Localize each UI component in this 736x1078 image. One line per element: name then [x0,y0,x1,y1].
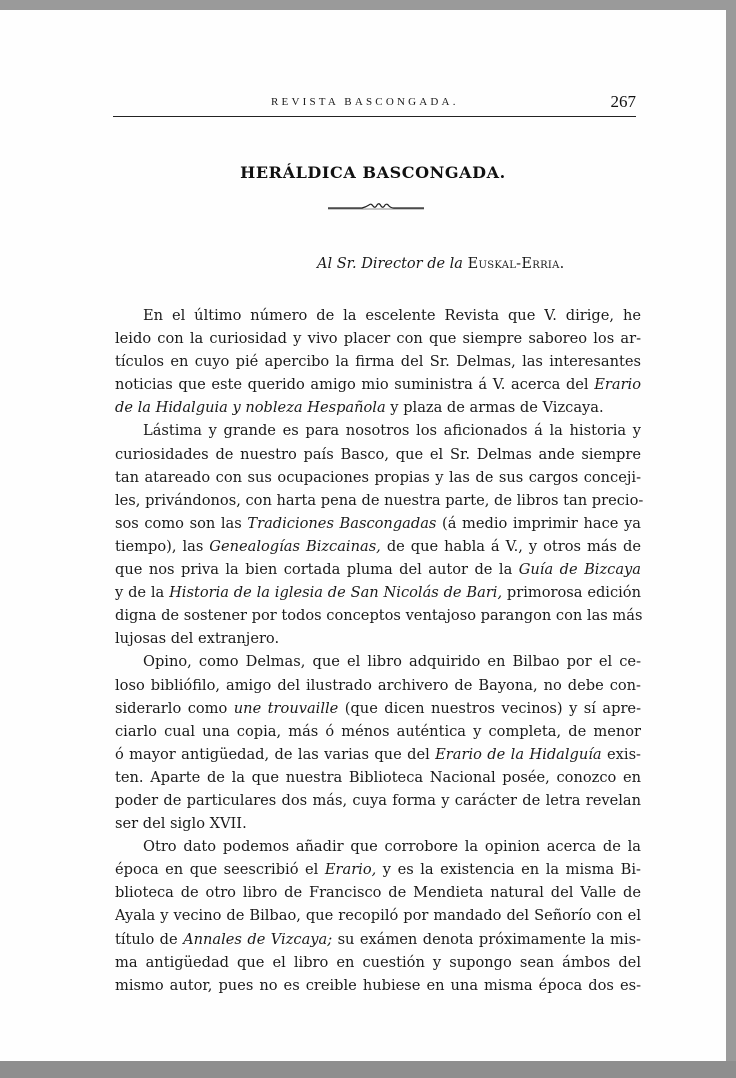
text-run: leido con la curiosidad y vivo placer con que siempre saboreo los ar- [115,330,641,348]
text-run: blioteca de otro libro de Francisco de Mendieta natural del Valle de [115,884,641,902]
text-run: época en que seescribió el [115,861,325,879]
text-run: y de la [115,584,170,602]
text-run: primorosa edición [502,584,641,602]
text-line [115,512,641,535]
text-run: (á medio imprimir hace ya [436,514,641,532]
text-line [115,951,641,974]
text-run: y plaza de armas de Vizcaya. [385,399,604,417]
article-title: HERÁLDICA BASCONGADA. [240,163,506,182]
salutation-name: Euskal-Erria. [467,256,565,272]
text-line [115,627,641,650]
text-line [115,881,641,904]
text-run: digna de sostener por todos conceptos ventajoso parangon con las más [115,607,643,625]
text-run: poder de particulares dos más, cuya forma y carácter de letra revelan [115,791,641,809]
text-run: loso bibliófilo, amigo del ilustrado archivero de Bayona, no debe con- [115,676,641,694]
text-run: ten. Aparte de la que nuestra Biblioteca Nacional posée, conozco en [115,768,641,786]
text-run: ó mayor antigüedad, de las varias que del [115,745,436,763]
text-run: exis- [601,745,641,763]
italic-text: Erario, [324,861,377,879]
text-run: título de [115,930,184,948]
text-line [115,697,641,720]
italic-text: de la Hidalguia y nobleza Hespañola [115,399,386,417]
text-run: ma antigüedad que el libro en cuestión y supongo sean ámbos del [115,953,641,971]
text-line [115,489,644,512]
text-run: les, privándonos, con harta pena de nuestra parte, de libros tan precio- [115,491,644,509]
text-line [115,674,641,697]
text-run: Ayala y vecino de Bilbao, que recopiló por mandado del Señorío con el [115,907,641,925]
text-line [115,304,641,327]
text-line [115,743,641,766]
text-line [115,396,641,419]
italic-text: une trouvaille [233,699,339,717]
text-line [115,928,641,951]
italic-text: Erario de la Hidalguía [435,745,602,763]
italic-text: Genealogías Bizcainas, [209,537,381,555]
salutation [317,256,565,272]
text-line [115,835,641,858]
text-line [115,535,641,558]
text-run: (que dicen nuestros vecinos) y sí apre- [338,699,641,717]
text-line [115,373,641,396]
text-line [115,650,641,673]
text-line [115,720,641,743]
text-run: mismo autor, pues no es creible hubiese en una misma época dos es- [115,976,641,994]
text-line [115,466,641,489]
text-run: de que habla á V., y otros más de [380,537,641,555]
italic-text: Guía de Bizcaya [518,561,641,579]
text-line [115,812,641,835]
running-header [113,88,636,117]
running-title: REVISTA BASCONGADA. [271,96,459,108]
text-line [115,350,641,373]
text-run: Otro dato podemos añadir que corrobore la opinion acerca de la [143,838,641,856]
text-line [115,789,641,812]
text-line [115,443,641,466]
text-run: Opino, como Delmas, que el libro adquirido en Bilbao por el ce- [143,653,641,671]
page-number: 267 [610,92,636,111]
text-run: lujosas del extranjero. [115,630,280,648]
text-run: curiosidades de nuestro país Basco, que el Sr. Delmas ande siempre [115,445,641,463]
text-run: tiempo), las [115,537,210,555]
text-run: siderarlo como [115,699,234,717]
text-run: Lástima y grande es para nosotros los aficionados á la historia y [143,422,641,440]
text-line [115,558,641,581]
text-run: y es la existencia en la misma Bi- [376,861,641,879]
italic-text: Tradiciones Bascongadas [247,514,437,532]
text-run: que nos priva la bien cortada pluma del autor de la [115,561,519,579]
text-run: En el último número de la escelente Revista que V. dirige, he [143,307,641,324]
text-run: tan atareado con sus ocupaciones propias y las de sus cargos conceji- [115,468,641,486]
salutation-prefix: Al Sr. Director de la [317,256,463,272]
text-run: ser del siglo XVII. [115,815,247,833]
text-line [115,904,641,927]
text-line [115,858,641,881]
text-line [115,419,641,442]
text-line [115,604,641,627]
italic-text: Annales de Vizcaya; [183,930,333,948]
ornament-divider-icon [326,200,426,214]
italic-text: Historia de la iglesia de San Nicolás de Bari, [169,584,503,602]
text-run: sos como son las [115,514,248,532]
page-edge-shadow [0,1061,736,1078]
text-run: noticias que este querido amigo mio suministra á V. acerca del [115,376,595,394]
text-run: tículos en cuyo pié apercibo la firma del Sr. Delmas, las interesantes [115,353,641,371]
text-line [115,766,641,789]
text-line [115,327,641,350]
italic-text: Erario [594,376,641,394]
text-line [115,974,641,997]
text-run: ciarlo cual una copia, más ó ménos auténtica y completa, de menor [115,722,641,740]
text-run: su exámen denota próximamente la mis- [332,930,641,948]
article-body [115,304,644,997]
text-line [115,581,641,604]
